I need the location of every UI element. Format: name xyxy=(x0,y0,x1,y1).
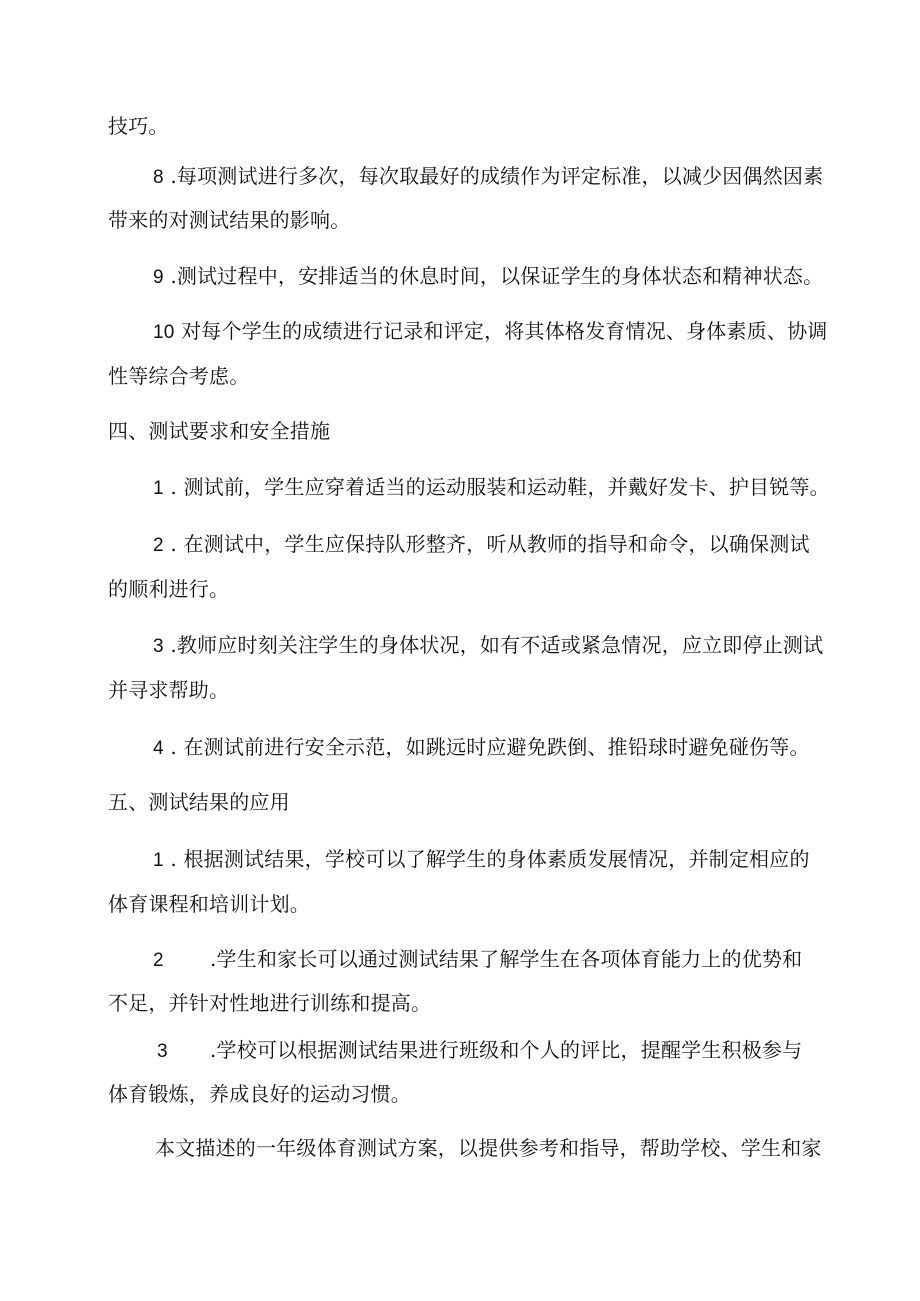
section4-item-2 xyxy=(153,531,810,559)
section5-item-1 xyxy=(153,846,810,874)
item-text: .教师应时刻关注学生的身体状况，如有不适或紧急情况，应立即停止测试 xyxy=(163,633,824,657)
item-number: 3 xyxy=(157,1041,168,1062)
item-text: .测试过程中，安排适当的休息时间，以保证学生的身体状态和精神状态。 xyxy=(163,264,824,288)
section5-item-2 xyxy=(153,946,164,974)
item-text: 对每个学生的成绩进行记录和评定，将其体格发育情况、身体素质、协调 xyxy=(174,319,828,343)
item-text: 的顺利进行。 xyxy=(108,577,230,601)
item-text: 并寻求帮助。 xyxy=(108,678,230,702)
section-title: 五、测试结果的应用 xyxy=(108,790,290,814)
section4-item-3-continuation xyxy=(108,677,229,703)
list-item-10-continuation xyxy=(108,363,249,389)
section5-item-3-text xyxy=(210,1037,802,1063)
section4-item-1 xyxy=(153,474,830,502)
section-title: 四、测试要求和安全措施 xyxy=(108,419,331,443)
item-number: 2 xyxy=(153,950,164,971)
item-text: .学生和家长可以通过测试结果了解学生在各项体育能力上的优势和 xyxy=(210,947,803,971)
section5-item-3 xyxy=(157,1037,168,1065)
item-text: .学校可以根据测试结果进行班级和个人的评比，提醒学生积极参与 xyxy=(210,1038,803,1062)
section5-item-2-text xyxy=(210,946,802,972)
item-number: 1 xyxy=(153,850,164,871)
item-text: . 测试前，学生应穿着适当的运动服装和运动鞋，并戴好发卡、护目锐等。 xyxy=(163,475,830,499)
item-number: 1 xyxy=(153,478,164,499)
section-heading-4 xyxy=(108,418,330,444)
list-item-9 xyxy=(153,263,823,291)
section-heading-5 xyxy=(108,789,290,815)
section4-item-2-continuation xyxy=(108,576,229,602)
item-text: .每项测试进行多次，每次取最好的成绩作为评定标准，以减少因偶然因素 xyxy=(163,164,824,188)
section5-item-1-continuation xyxy=(108,891,310,917)
section5-item-3-continuation xyxy=(108,1081,411,1107)
paragraph-text: 本文描述的一年级体育测试方案，以提供参考和指导，帮助学校、学生和家 xyxy=(155,1136,822,1160)
item-number: 9 xyxy=(153,267,164,288)
paragraph-text: 技巧。 xyxy=(108,114,169,138)
item-text: 体育课程和培训计划。 xyxy=(108,892,310,916)
item-number: 2 xyxy=(153,535,164,556)
closing-paragraph xyxy=(155,1135,822,1161)
section4-item-3 xyxy=(153,632,823,660)
list-item-8 xyxy=(153,163,823,191)
item-text: 不足，并针对性地进行训练和提高。 xyxy=(108,991,432,1015)
item-text: 性等综合考虑。 xyxy=(108,364,250,388)
item-text: 体育锻炼，养成良好的运动习惯。 xyxy=(108,1082,411,1106)
item-number: 10 xyxy=(153,322,175,343)
item-text: . 根据测试结果，学校可以了解学生的身体素质发展情况，并制定相应的 xyxy=(163,847,810,871)
item-number: 4 xyxy=(153,738,164,759)
paragraph-continuation xyxy=(108,113,169,139)
item-text: . 在测试中，学生应保持队形整齐，听从教师的指导和命令，以确保测试 xyxy=(163,532,810,556)
section5-item-2-continuation xyxy=(108,990,431,1016)
list-item-10 xyxy=(153,318,828,346)
item-number: 8 xyxy=(153,167,164,188)
item-text: . 在测试前进行安全示范，如跳远时应避免跌倒、推铅球时避免碰伤等。 xyxy=(163,735,810,759)
item-text: 带来的对测试结果的影响。 xyxy=(108,208,351,232)
list-item-8-continuation xyxy=(108,207,350,233)
item-number: 3 xyxy=(153,636,164,657)
section4-item-4 xyxy=(153,734,810,762)
